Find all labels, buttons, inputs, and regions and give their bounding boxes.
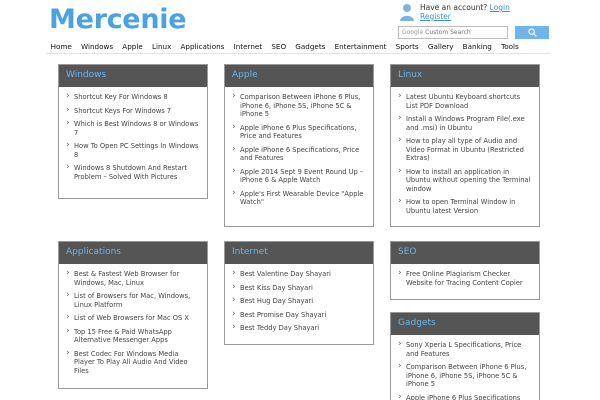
post-link[interactable]: › How to install an application in Ubuntu without opening the Terminal window (398, 168, 533, 194)
box-title-gadgets[interactable]: Gadgets (391, 313, 539, 335)
post-link[interactable]: › Apple 2014 Sept 9 Event Round Up – iPhone 6 & Apple Watch (232, 168, 367, 185)
post-list-gadgets (391, 335, 539, 400)
post-link[interactable]: › How To Open PC Settings In Windows 8 (66, 142, 201, 159)
post-link[interactable]: › Apple iPhone 6 Plus Specifications, Price and Features (232, 124, 367, 141)
post-link[interactable]: › Best & Fastest Web Browser for Windows, Mac, Linux (66, 270, 201, 287)
post-link[interactable]: › Shortcut Keys For Windows 7 (66, 107, 201, 116)
category-box-internet (224, 241, 374, 345)
category-box-seo (390, 241, 540, 300)
box-title-windows[interactable]: Windows (59, 65, 207, 87)
site-logo[interactable]: Mercenie (49, 4, 187, 35)
nav-tools[interactable]: Tools (501, 42, 519, 51)
post-link[interactable]: › Best Kiss Day Shayari (232, 284, 367, 293)
post-link[interactable]: › Best Codec For Windows Media Player To Play All Audio And Video Files (66, 350, 201, 376)
post-link[interactable]: › How to play all type of Audio and Video Format in Ubuntu (Restricted Extras) (398, 137, 533, 163)
post-link[interactable]: › Best Promise Day Shayari (232, 311, 367, 320)
post-link[interactable]: › Install a Windows Program File(.exe and .msi) in Ubuntu (398, 115, 533, 132)
nav-internet[interactable]: Internet (233, 42, 263, 51)
nav-linux[interactable]: Linux (151, 42, 172, 51)
post-list-windows (59, 87, 207, 190)
box-title-apple[interactable]: Apple (225, 65, 373, 87)
post-link[interactable]: › Best Valentine Day Shayari (232, 270, 367, 279)
register-link[interactable]: Register (420, 12, 451, 21)
post-link[interactable]: › Apple's First Wearable Device "Apple Watch" (232, 190, 367, 207)
search-button[interactable] (515, 26, 549, 39)
nav-gallery[interactable]: Gallery (427, 42, 454, 51)
post-link[interactable]: › Latest Ubuntu Keyboard shortcuts List PDF Download (398, 93, 533, 110)
account-text (420, 3, 510, 21)
search-input[interactable] (425, 29, 495, 36)
nav-applications[interactable]: Applications (180, 42, 225, 51)
post-link[interactable]: › Best Hug Day Shayari (232, 297, 367, 306)
category-box-linux (390, 64, 540, 227)
category-box-applications (58, 241, 208, 389)
login-link[interactable]: Login (489, 3, 510, 12)
post-link[interactable]: › How to open Terminal Window in Ubuntu latest Version (398, 198, 533, 215)
nav-seo[interactable]: SEO (271, 42, 287, 51)
box-title-linux[interactable]: Linux (391, 65, 539, 87)
post-link[interactable]: › Windows 8 Shutdown And Restart Problem – Solved With Pictures (66, 164, 201, 181)
post-link[interactable]: › Comparison Between iPhone 6 Plus, iPhone 6, iPhone 5S, iPhone 5C & iPhone 5 (398, 363, 533, 389)
account-prompt: Have an account? (420, 3, 488, 12)
category-box-windows (58, 64, 208, 199)
post-list-internet (225, 264, 373, 342)
post-link[interactable]: › Comparison Between iPhone 6 Plus, iPhone 6, iPhone 5S, iPhone 5C & iPhone 5 (232, 93, 367, 119)
nav-windows[interactable]: Windows (81, 42, 114, 51)
box-title-seo[interactable]: SEO (391, 242, 539, 264)
post-link[interactable]: › List of Web Browsers for Mac OS X (66, 314, 201, 323)
nav-apple[interactable]: Apple (122, 42, 143, 51)
box-title-internet[interactable]: Internet (225, 242, 373, 264)
post-list-seo (391, 264, 539, 296)
user-icon (399, 3, 415, 21)
search-box (398, 26, 508, 39)
post-link[interactable]: › Free Online Plagiarism Checker Website for Tracing Content Copier (398, 270, 533, 287)
category-box-gadgets (390, 312, 540, 400)
post-link[interactable]: › Shortcut Key For Windows 8 (66, 93, 201, 102)
post-link[interactable]: › Best Teddy Day Shayari (232, 324, 367, 333)
google-brand: Google (402, 29, 424, 36)
post-list-applications (59, 264, 207, 384)
post-link[interactable]: › Top 15 Free & Paid WhatsApp Alternative Messenger Apps (66, 328, 201, 345)
post-list-linux (391, 87, 539, 224)
post-link[interactable]: › List of Browsers for Mac, Windows, Linux Platform (66, 292, 201, 309)
nav-banking[interactable]: Banking (462, 42, 492, 51)
search-icon (528, 28, 537, 37)
post-link[interactable]: › Which is Best Windows 8 or Windows 7 (66, 120, 201, 137)
box-title-applications[interactable]: Applications (59, 242, 207, 264)
post-link[interactable]: › Sony Xperia L Specifications, Price and Features (398, 341, 533, 358)
nav-gadgets[interactable]: Gadgets (295, 42, 326, 51)
post-link[interactable]: › Apple iPhone 6 Plus Specifications (398, 394, 533, 400)
category-box-apple (224, 64, 374, 227)
post-link[interactable]: › Apple iPhone 6 Specifications, Price and Features (232, 146, 367, 163)
nav-home[interactable]: Home (50, 42, 72, 51)
nav-entertainment[interactable]: Entertainment (334, 42, 387, 51)
nav-sports[interactable]: Sports (395, 42, 419, 51)
main-nav (46, 40, 550, 54)
post-list-apple (225, 87, 373, 216)
